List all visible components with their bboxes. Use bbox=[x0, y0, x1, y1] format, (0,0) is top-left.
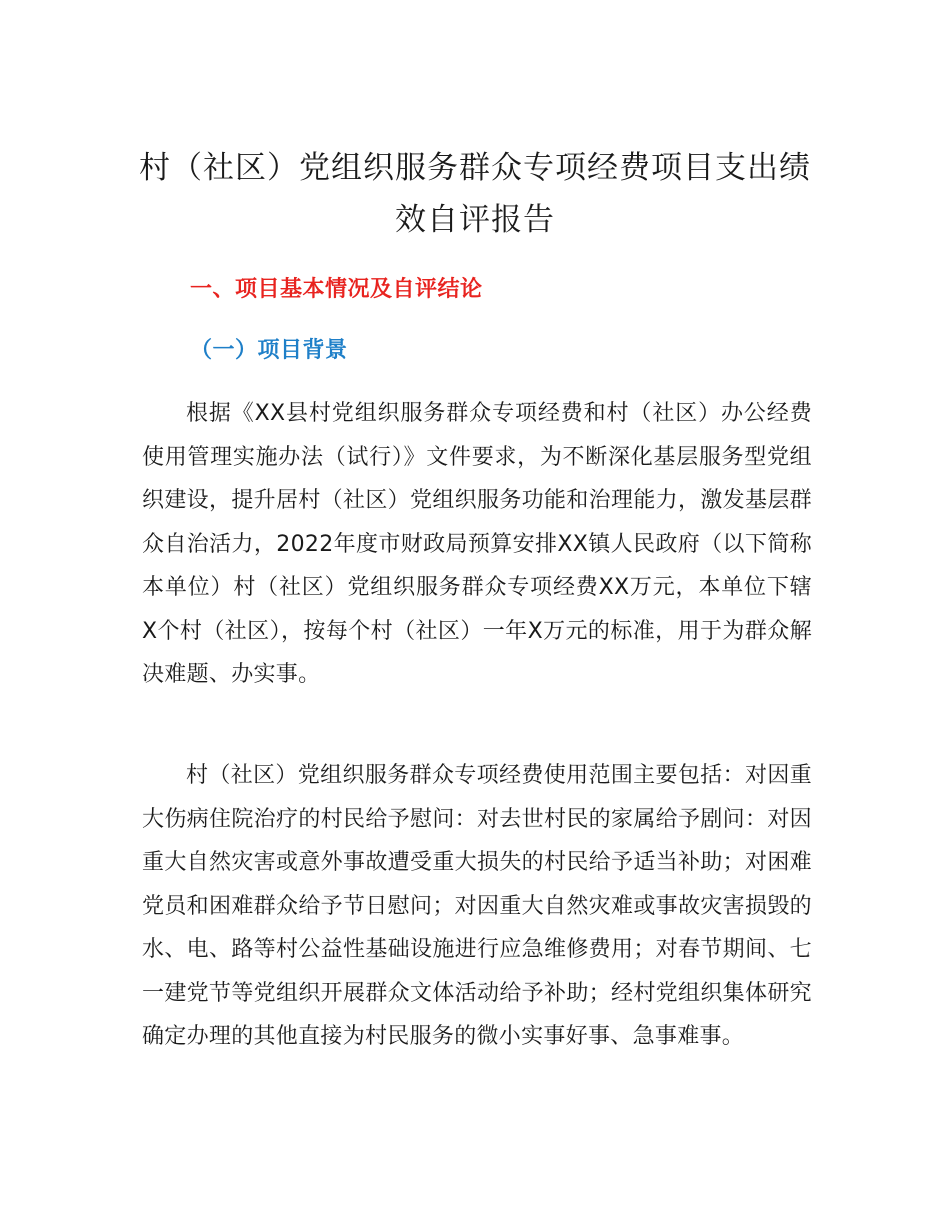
paragraph-usage-scope: 村（社区）党组织服务群众专项经费使用范围主要包括：对因重大伤病住院治疗的村民给予慰问：对去世村民的家属给予剧问：对因重大自然灾害或意外事故遭受重大损失的村民给予适当补助；对困难党员和困难群众给予节日慰问；对因重大自然灾难或事故灾害损毁的水、电、路等村公益性基础设施进行应急维修费用；对春节期间、七一建党节等党组织开展群众文体活动给予补助；经村党组织集体研究确定办理的其他直接为村民服务的微小实事好事、急事难事。 bbox=[142, 763, 812, 1049]
section-heading-basic-info: 一、项目基本情况及自评结论 bbox=[190, 277, 483, 302]
paragraph-background: 根据《XX县村党组织服务群众专项经费和村（社区）办公经费使用管理实施办法（试行）》文件要求，为不断深化基层服务型党组织建设，提升居村（社区）党组织服务功能和治理能力，激发基层群众自治活力，2022年度市财政局预算安排XX镇人民政府（以下简称本单位）村（社区）党组织服务群众专项经费XX万元，本单位下辖X个村（社区），按每个村（社区）一年X万元的标准，用于为群众解决难题、办实事。 bbox=[142, 401, 812, 687]
subsection-heading-background: （一）项目背景 bbox=[190, 338, 348, 363]
document-title: 村（社区）党组织服务群众专项经费项目支出绩效自评报告 bbox=[139, 150, 811, 238]
